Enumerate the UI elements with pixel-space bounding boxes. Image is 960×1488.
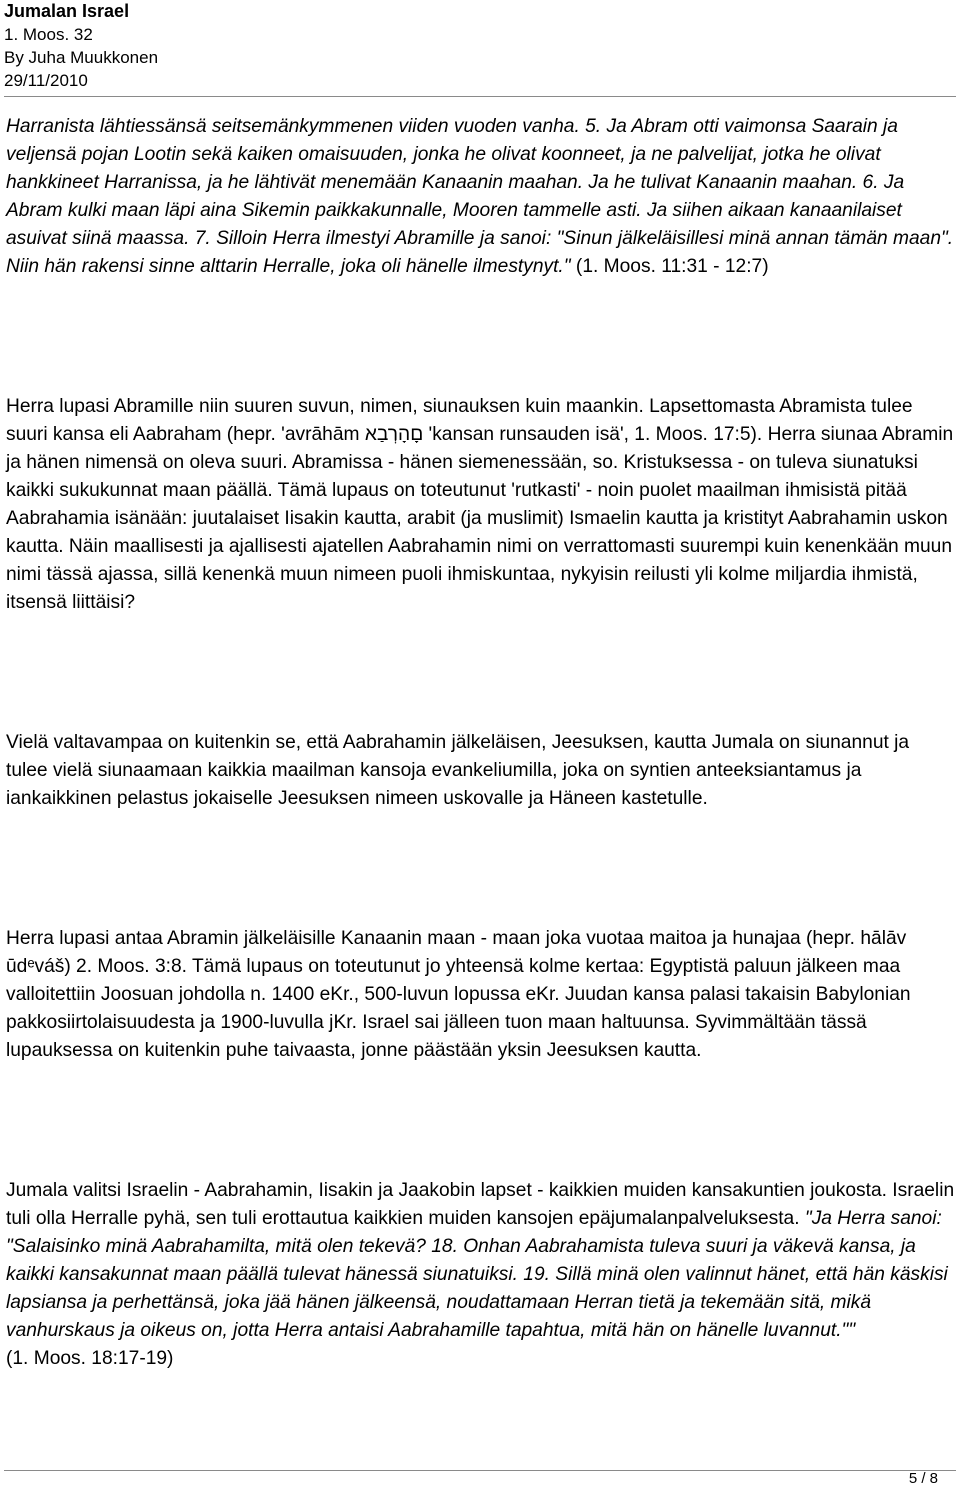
document-header: [4, 0, 158, 92]
header-divider: [4, 96, 956, 97]
paragraph-land-promise: Herra lupasi antaa Abramin jälkeläisille Kanaanin maan - maan joka vuotaa maitoa ja hunajaa (hepr. h⁣ālāv ūdᵉváš) 2. Moos. 3:8. Tämä lupaus on toteutunut jo yhteensä kolme kertaa: Egyptistä paluun jälkeen maa valloitettiin Joosuan johdolla n. 1400 eKr., 500-luvun lopussa eKr. Juudan kansa palasi takaisin Babylonian pakkosiirtolaisuudesta ja 1900-luvulla jKr. Israel sai jälleen tuon maan haltuunsa. Syvimmältään tässä lupauksessa on kuitenkin puhe taivaasta, jonne päästään yksin Jeesuksen kautta.: [6, 928, 911, 1061]
bible-reference: (1. Moos. 11:31 - 12:7): [570, 256, 769, 277]
paragraph-israel-chosen: [6, 1177, 956, 1373]
paragraph-intro: Jumala valitsi Israelin - Aabrahamin, Iisakin ja Jaakobin lapset - kaikkien muiden kansakuntien joukosta. Israelin tuli olla Herralle pyhä, sen tuli erottautua kaikkien muiden kansojen epäjumalanpalveluksesta.: [6, 1180, 955, 1229]
bible-quote: Harranista lähtiessänsä seitsemänkymmenen viiden vuoden vanha. 5. Ja Abram otti vaimonsa Saarain ja veljensä pojan Lootin sekä kaiken omaisuuden, jonka he olivat koonneet, ja ne palvelijat, jotka he olivat hankkineet Harranissa, ja he lähtivät menemään Kanaanin maahan. Ja he tulivat Kanaanin maahan. 6. Ja Abram kulki maan läpi aina Sikemin paikkakunnalle, Mooren tammelle asti. Ja siihen aikaan kanaanilaiset asuivat siinä maassa. 7. Silloin Herra ilmestyi Abramille ja sanoi: "Sinun jälkeläisillesi minä annan tämän maan". Niin hän rakensi sinne alttarin Herralle, joka oli hänelle ilmestynyt.": [6, 116, 954, 277]
paragraph-abraham-promise: Herra lupasi Abramille niin suuren suvun, nimen, siunauksen kuin maankin. Lapsettomasta Abramista tulee suuri kansa eli Aabraham (hepr. 'avrāhām םָהָרְבַא 'kansan runsauden isä', 1. Moos. 17:5). Herra siunaa Abramin ja hänen nimensä on oleva suuri. Abramissa - hänen siemenessään, so. Kristuksessa - on tuleva siunatuksi kaikki sukukunnat maan päällä. Tämä lupaus on toteutunut 'rutkasti' - noin puolet maailman ihmisistä pitää Aabrahamia isänään: juutalaiset Iisakin kautta, arabit (ja muslimit) Ismaelin kautta ja kristityt Aabrahamin uskon kautta. Näin maallisesti ja ajallisesti ajatellen Aabrahamin nimi on verrattomasti suurempi kuin kenenkään muun nimi tässä ajassa, sillä kenenkä muun nimeen puoli ihmiskuntaa, nykyisin reilusti yli kolme miljardia ihmistä, itsensä liittäisi?: [6, 396, 954, 613]
author-line: By Juha Muukkonen: [4, 48, 159, 67]
date-line: 29/11/2010: [4, 71, 88, 90]
paragraph-genesis-quote: [6, 113, 956, 281]
footer-divider: [4, 1470, 956, 1471]
document-subtitle: 1. Moos. 32: [4, 25, 93, 44]
paragraph-jesus-blessing: Vielä valtavampaa on kuitenkin se, että Aabrahamin jälkeläisen, Jeesuksen, kautta Jumala on siunannut ja tulee vielä siunaamaan kaikkia maailman kansoja evankeliumilla, joka on syntien anteeksiantamus ja iankaikkinen pelastus jokaiselle Jeesuksen nimeen uskovalle ja Häneen kastetulle.: [6, 732, 910, 809]
document-title: Jumalan Israel: [4, 1, 130, 21]
bible-quote: "Ja Herra sanoi: "Salaisinko minä Aabrahamilta, mitä olen tekevä? 18. Onhan Aabrahamista tuleva suuri ja väkevä kansa, ja kaikki kansakunnat maan päällä tulevat hänessä siunatuiksi. 19. Sillä minä olen valinnut hänet, että hän käskisi lapsiansa ja perhettänsä, joka jää hänen jälkeensä, noudattamaan Herran tietä ja tekemään sitä, mikä vanhurskaus ja oikeus on, jotta Herra antaisi Aabrahamille tapahtua, mitä hän on hänelle luvannut."": [6, 1208, 948, 1341]
page-number: 5 / 8: [908, 1470, 938, 1487]
bible-reference: (1. Moos. 18:17-19): [6, 1348, 174, 1369]
